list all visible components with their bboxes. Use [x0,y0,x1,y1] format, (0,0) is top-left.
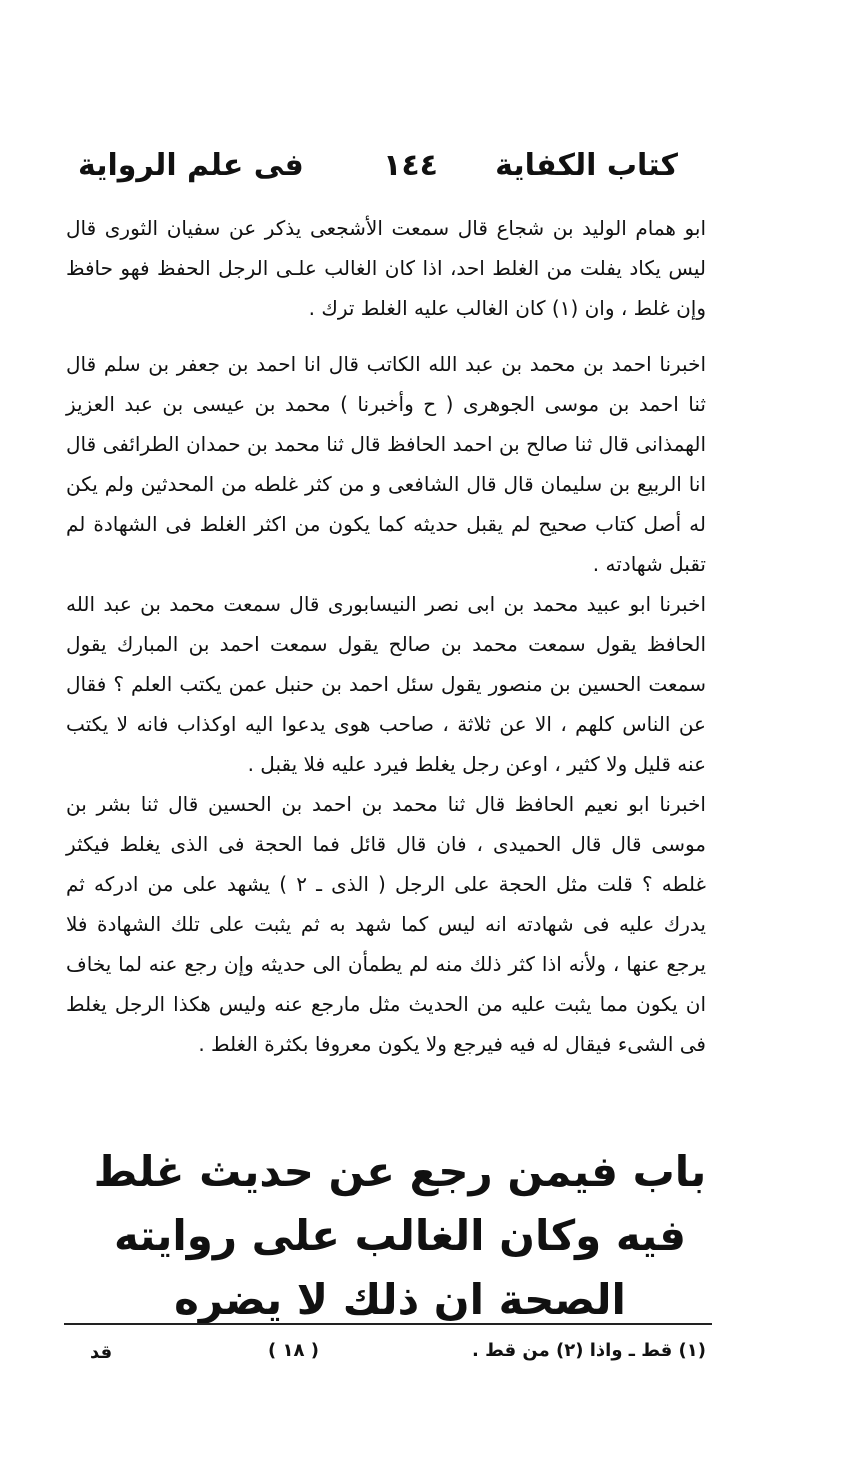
paragraph-1: ابو همام الوليد بن شجاع قال سمعت الأشجعى يذكر عن سفيان الثورى قال ليس يكاد يفلت من الغلط احد، اذا كان الغالب علـى الرجل الحفظ فهو حافظ وإن غلط ، وان (١) كان الغالب عليه الغلط ترك . [66,216,706,320]
paragraph-2: اخبرنا احمد بن محمد بن عبد الله الكاتب قال انا احمد بن جعفر بن سلم قال ثنا احمد بن موسى الجوهرى ( ح وأخبرنا ) محمد بن عيسى بن عبد العزيز الهمذانى قال ثنا صالح بن احمد الحافظ قال ثنا محمد بن حمدان الطرائفى قال انا الربيع بن سليمان قال قال الشافعى و من كثر غلطه من المحدثين ولم يكن له أصل كتاب صحيح لم يقبل حديثه كما يكون من اكثر الغلط فى الشهادة لم تقبل شهادته . [66,352,706,576]
catchword: قد [90,1342,113,1363]
signature-mark: ( ١٨ ) [268,1340,319,1361]
footnote: (١) قط ـ واذا (٢) من قط . [471,1340,706,1361]
book-title: كتاب الكفاية [495,148,678,183]
page-number: ١٤٤ [383,148,438,183]
body-text [66,208,706,1064]
book-subject: فى علم الرواية [78,148,304,183]
paragraph-4: اخبرنا ابو نعيم الحافظ قال ثنا محمد بن احمد بن الحسين قال ثنا بشر بن موسى قال قال الحميدى ، فان قال قائل فما الحجة فى الذى يغلط فيكثر غلطه ؟ قلت مثل الحجة على الرجل ( الذى ـ ٢ ) يشهد على من ادركه ثم يدرك عليه فى شهادته انه ليس كما شهد به ثم يثبت على تلك الشهادة فلا يرجع عنها ، ولأنه اذا كثر ذلك منه لم يطمأن الى حديثه وإن رجع عنه لما يخاف ان يكون مما يثبت عليه من الحديث مثل مارجع عنه وليس هكذا الرجل يغلط فى الشىء فيقال له فيه فيرجع ولا يكون معروفا بكثرة الغلط . [66,792,706,1056]
footnote-divider [64,1323,712,1325]
paragraph-3: اخبرنا ابو عبيد محمد بن ابى نصر النيسابورى قال سمعت محمد بن عبد الله الحافظ يقول سمعت محمد بن صالح يقول سمعت احمد بن المبارك يقول سمعت الحسين بن منصور يقول سئل احمد بن حنبل عمن يكتب العلم ؟ فقال عن الناس كلهم ، الا عن ثلاثة ، صاحب هوى يدعوا اليه اوكذاب فانه لا يكتب عنه قليل ولا كثير ، اوعن رجل يغلط فيرد عليه فلا يقبل . [66,592,706,776]
chapter-heading: باب فيمن رجع عن حديث غلط فيه وكان الغالب على روايته الصحة ان ذلك لا يضره [93,1147,707,1324]
running-head [78,148,678,198]
